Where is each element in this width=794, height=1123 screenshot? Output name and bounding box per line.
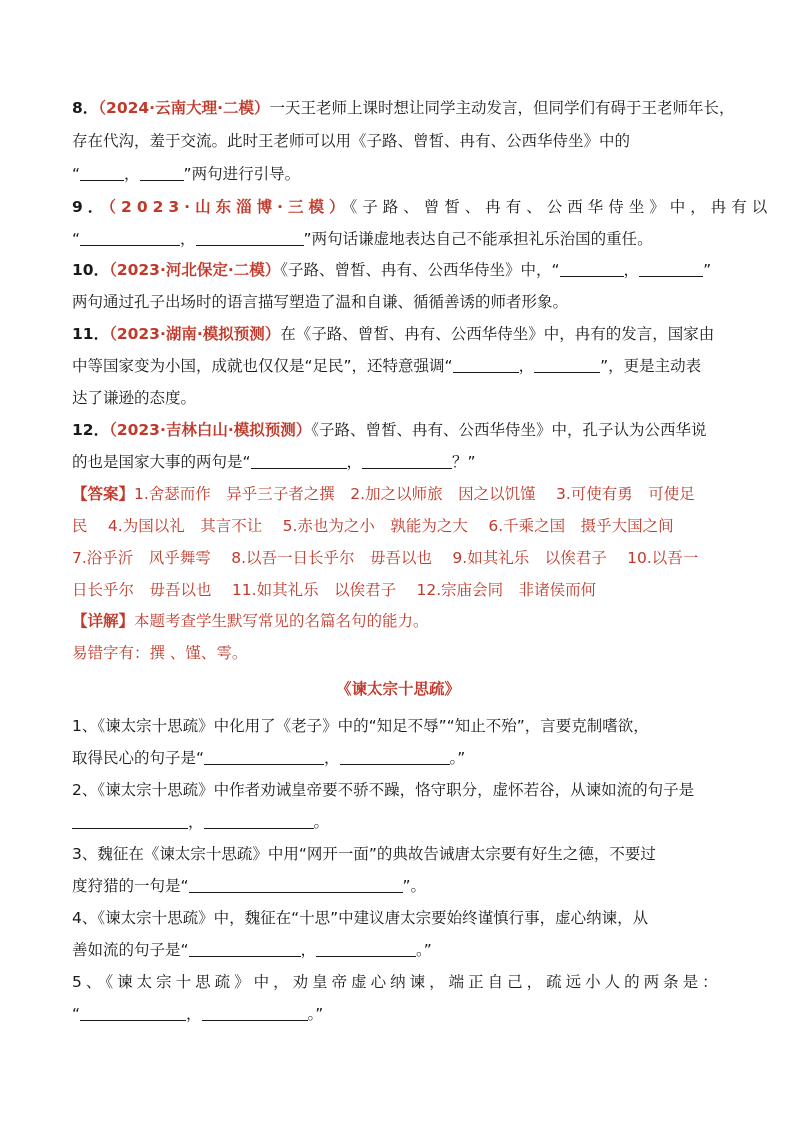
- question-10-line-1: [72, 259, 711, 281]
- question-8-line-2: 存在代沟，羞于交流。此时王老师可以用《子路、曾皙、冉有、公西华侍坐》中的: [72, 132, 631, 150]
- section-question-3-line-2: [72, 875, 426, 897]
- question-text: ？”: [452, 453, 476, 471]
- question-8-line-1: [72, 97, 734, 119]
- question-text: ”。: [402, 877, 427, 895]
- section-question-4-line-2: [72, 939, 432, 961]
- question-12-line-2: [72, 451, 476, 473]
- question-12-line-1: [72, 419, 707, 441]
- answer-text: 1.舍瑟而作 异乎三子者之撰 2.加之以师旅 因之以饥馑 3.可使有勇 可使足: [134, 485, 695, 503]
- answer-blank[interactable]: [189, 940, 301, 957]
- quote-mark: “: [72, 230, 81, 248]
- question-text: 《子路、曾皙、冉有、公西华侍坐》中，“: [280, 261, 560, 279]
- question-text: 在《子路、曾皙、冉有、公西华侍坐》中，冉有的发言，国家由: [280, 325, 715, 343]
- answer-blank[interactable]: [639, 260, 703, 277]
- question-text: 度狩猎的一句是“: [72, 877, 189, 895]
- separator: ，: [188, 813, 204, 831]
- question-10-line-2: 两句通过孔子出场时的语言描写塑造了温和自谦、循循善诱的师者形象。: [72, 293, 569, 311]
- question-9-line-2: [72, 228, 653, 250]
- question-8-line-3: [72, 163, 300, 185]
- answer-blank[interactable]: [251, 452, 347, 469]
- question-number: 9．: [72, 198, 109, 216]
- separator: ，: [623, 261, 640, 279]
- answer-line-4: 日长乎尔 毋吾以也 11.如其礼乐 以俟君子 12.宗庙会同 非诸侯而何: [72, 581, 597, 599]
- question-text: 。”: [416, 941, 432, 959]
- period: 。: [313, 813, 330, 831]
- question-text: 。”: [449, 749, 466, 767]
- question-source: （2024·云南大理·二模）: [98, 99, 270, 117]
- answer-blank[interactable]: [189, 876, 403, 893]
- question-9-line-1: [72, 196, 772, 218]
- quote-mark: “: [72, 165, 81, 183]
- separator: ，: [300, 941, 317, 959]
- section-title: 《谏太宗十思疏》: [335, 680, 460, 698]
- answer-blank[interactable]: [560, 260, 624, 277]
- section-question-1-line-2: [72, 747, 465, 769]
- question-number: 10．: [72, 261, 110, 279]
- section-question-2-line-2: [72, 811, 329, 833]
- question-11-line-2: [72, 355, 701, 377]
- detail-errors: 易错字有：撰 、馑、雩。: [72, 644, 248, 662]
- question-number: 8．: [72, 99, 99, 117]
- question-source: （2023·山东淄博·三模）: [108, 198, 350, 216]
- answer-blank[interactable]: [80, 1004, 186, 1021]
- separator: ，: [518, 357, 535, 375]
- question-text: 取得民心的句子是“: [72, 749, 205, 767]
- question-text: ”，更是主动表: [600, 357, 702, 375]
- section-question-5-line-2: [72, 1003, 323, 1025]
- answer-blank[interactable]: [202, 1004, 308, 1021]
- answer-blank[interactable]: [140, 164, 184, 181]
- separator: ，: [180, 230, 196, 248]
- question-text: 善如流的句子是“: [72, 941, 189, 959]
- question-text: ”两句进行引导。: [183, 165, 301, 183]
- separator: ，: [124, 165, 140, 183]
- answer-line-2: 民 4.为国以礼 其言不让 5.赤也为之小 孰能为之大 6.千乘之国 摄乎大国之间: [72, 517, 674, 535]
- section-question-1-line-1: 1、《谏太宗十思疏》中化用了《老子》中的“知足不辱”“知止不殆”，言要克制嗜欲，: [72, 717, 649, 735]
- answer-line-3: 7.浴乎沂 风乎舞雩 8.以吾一日长乎尔 毋吾以也 9.如其礼乐 以俟君子 10.以吾一: [72, 549, 699, 567]
- detail-label: 【详解】: [72, 612, 135, 630]
- question-source: （2023·吉林白山·模拟预测）: [109, 421, 312, 439]
- answer-blank[interactable]: [196, 229, 304, 246]
- separator: ，: [346, 453, 363, 471]
- quote-mark: “: [72, 1005, 81, 1023]
- answer-blank[interactable]: [316, 940, 416, 957]
- section-question-4-line-1: 4、《谏太宗十思疏》中，魏征在“十思”中建议唐太宗要始终谨慎行事，虚心纳谏，从: [72, 909, 649, 927]
- question-text: 中等国家变为小国，成就也仅仅是“足民”，还特意强调“: [72, 357, 453, 375]
- section-question-2-line-1: 2、《谏太宗十思疏》中作者劝诫皇帝要不骄不躁，恪守职分，虚怀若谷，从谏如流的句子是: [72, 781, 695, 799]
- section-question-5-line-1: 5、《谏太宗十思疏》中，劝皇帝虚心纳谏，端正自己，疏远小人的两条是：: [72, 973, 722, 991]
- question-11-line-1: [72, 323, 714, 345]
- question-text: 的也是国家大事的两句是“: [72, 453, 251, 471]
- separator: ，: [324, 749, 340, 767]
- answer-label: 【答案】: [72, 485, 135, 503]
- answer-line-1: [72, 483, 695, 505]
- answer-blank[interactable]: [204, 748, 324, 765]
- answer-blank[interactable]: [80, 229, 180, 246]
- question-number: 11．: [72, 325, 110, 343]
- detail-line-1: [72, 610, 429, 632]
- question-text: ”两句话谦虚地表达自己不能承担礼乐治国的重任。: [303, 230, 653, 248]
- answer-blank[interactable]: [80, 164, 124, 181]
- question-source: （2023·河北保定·二模）: [109, 261, 281, 279]
- answer-blank[interactable]: [340, 748, 450, 765]
- answer-blank[interactable]: [453, 356, 519, 373]
- question-text: 一天王老师上课时想让同学主动发言，但同学们有碍于王老师年长，: [269, 99, 735, 117]
- answer-blank[interactable]: [204, 812, 314, 829]
- question-number: 12．: [72, 421, 110, 439]
- question-text: 。”: [307, 1005, 324, 1023]
- question-text: 《子路、曾皙、冉有、公西华侍坐》中，孔子认为公西华说: [311, 421, 707, 439]
- question-source: （2023·湖南·模拟预测）: [109, 325, 281, 343]
- answer-blank[interactable]: [72, 812, 188, 829]
- section-question-3-line-1: 3、魏征在《谏太宗十思疏》中用“网开一面”的典故告诫唐太宗要有好生之德，不要过: [72, 845, 656, 863]
- question-text: 《子路、曾皙、冉有、公西华侍坐》中，冉有以: [349, 198, 773, 216]
- quote-mark: ”: [703, 261, 712, 279]
- answer-blank[interactable]: [534, 356, 600, 373]
- detail-text: 本题考查学生默写常见的名篇名句的能力。: [134, 612, 429, 630]
- separator: ，: [186, 1005, 202, 1023]
- answer-blank[interactable]: [362, 452, 452, 469]
- question-11-line-3: 达了谦逊的态度。: [72, 389, 197, 407]
